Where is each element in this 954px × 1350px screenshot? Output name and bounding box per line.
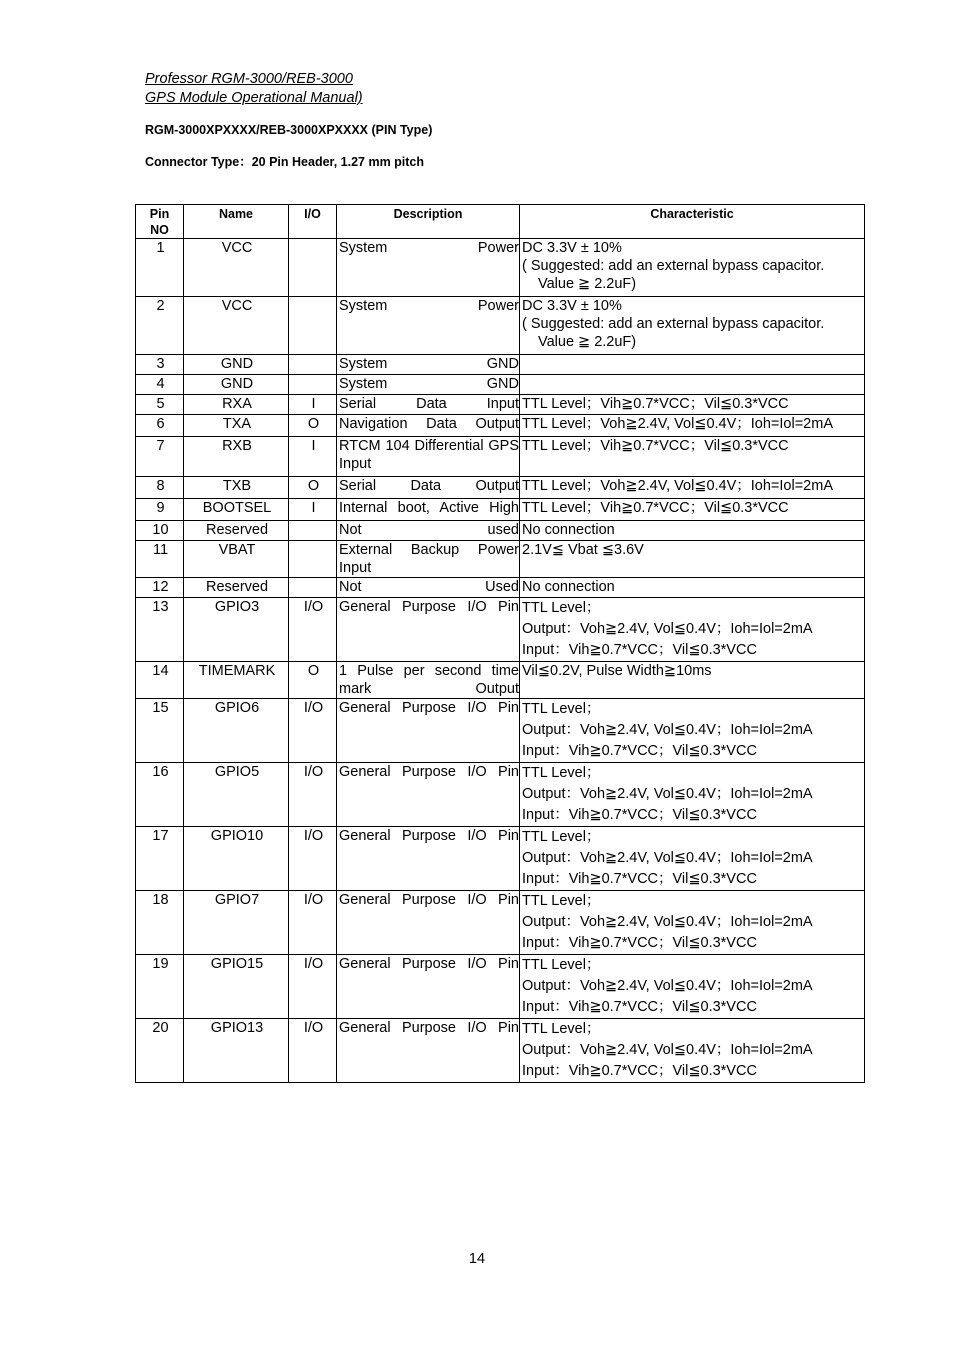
characteristic-cell: [520, 499, 865, 521]
pin-number-cell: 18: [136, 891, 184, 955]
io-cell: I/O: [289, 891, 337, 955]
io-cell: [289, 541, 337, 578]
table-row: [136, 375, 865, 395]
characteristic-line: TTL Level；: [522, 893, 601, 909]
io-cell: I/O: [289, 1019, 337, 1083]
io-cell: [289, 578, 337, 598]
characteristic-line: Input：Vih≧0.7*VCC；Vil≦0.3*VCC: [522, 999, 757, 1015]
characteristic-line: ( Suggested: add an external bypass capacitor.: [522, 316, 825, 332]
characteristic-cell: [520, 662, 865, 699]
io-cell: I/O: [289, 763, 337, 827]
table-row: [136, 1019, 865, 1083]
characteristic-cell: [520, 521, 865, 541]
pin-number-cell: 10: [136, 521, 184, 541]
header-characteristic: Characteristic: [520, 205, 865, 239]
characteristic-cell: [520, 827, 865, 891]
characteristic-cell: [520, 541, 865, 578]
table-row: [136, 239, 865, 297]
characteristic-line: DC 3.3V ± 10%: [522, 298, 622, 314]
characteristic-line: Input：Vih≧0.7*VCC；Vil≦0.3*VCC: [522, 807, 757, 823]
description-cell: Serial Data Input: [337, 395, 520, 415]
table-row: [136, 699, 865, 763]
characteristic-line: Input：Vih≧0.7*VCC；Vil≦0.3*VCC: [522, 1063, 757, 1079]
description-cell: General Purpose I/O Pin: [337, 1019, 520, 1083]
pin-table: [135, 204, 865, 1083]
table-row: [136, 763, 865, 827]
characteristic-line: TTL Level；: [522, 1021, 601, 1037]
pin-number-cell: 16: [136, 763, 184, 827]
characteristic-line: TTL Level；Vih≧0.7*VCC；Vil≦0.3*VCC: [522, 396, 789, 412]
characteristic-cell: [520, 355, 865, 375]
characteristic-line: TTL Level；: [522, 600, 601, 616]
pin-name-cell: BOOTSEL: [184, 499, 289, 521]
characteristic-cell: [520, 955, 865, 1019]
characteristic-cell: [520, 239, 865, 297]
io-cell: I/O: [289, 598, 337, 662]
pin-name-cell: Reserved: [184, 578, 289, 598]
pin-name-cell: GPIO7: [184, 891, 289, 955]
header-pin-line1: Pin: [149, 207, 170, 221]
characteristic-cell: [520, 578, 865, 598]
connector-type-line: Connector Type：20 Pin Header, 1.27 mm pitch: [145, 155, 425, 169]
pin-number-cell: 14: [136, 662, 184, 699]
characteristic-line: TTL Level；: [522, 701, 601, 717]
characteristic-line: Input：Vih≧0.7*VCC；Vil≦0.3*VCC: [522, 935, 757, 951]
table-row: [136, 541, 865, 578]
pin-number-cell: 1: [136, 239, 184, 297]
pin-number-cell: 2: [136, 297, 184, 355]
characteristic-cell: [520, 598, 865, 662]
io-cell: I/O: [289, 955, 337, 1019]
pin-name-cell: VCC: [184, 239, 289, 297]
description-cell: System Power: [337, 297, 520, 355]
io-cell: O: [289, 415, 337, 437]
table-row: [136, 437, 865, 477]
io-cell: [289, 355, 337, 375]
pin-number-cell: 13: [136, 598, 184, 662]
pin-number-cell: 9: [136, 499, 184, 521]
pin-name-cell: Reserved: [184, 521, 289, 541]
description-cell: Internal boot, Active High: [337, 499, 520, 521]
characteristic-line: No connection: [522, 579, 615, 595]
characteristic-line: Output：Voh≧2.4V, Vol≦0.4V；Ioh=Iol=2mA: [522, 978, 813, 994]
table-row: [136, 662, 865, 699]
io-cell: I: [289, 395, 337, 415]
characteristic-line: Value ≧ 2.2uF): [538, 334, 637, 350]
characteristic-cell: [520, 1019, 865, 1083]
table-row: [136, 297, 865, 355]
pin-name-cell: GPIO15: [184, 955, 289, 1019]
characteristic-cell: [520, 437, 865, 477]
pin-name-cell: TXA: [184, 415, 289, 437]
characteristic-line: TTL Level；Voh≧2.4V, Vol≦0.4V；Ioh=Iol=2mA: [522, 416, 833, 432]
pin-number-cell: 8: [136, 477, 184, 499]
pin-name-cell: GPIO3: [184, 598, 289, 662]
pin-name-cell: VCC: [184, 297, 289, 355]
characteristic-line: No connection: [522, 522, 615, 538]
pin-number-cell: 15: [136, 699, 184, 763]
manual-title-line-2: GPS Module Operational Manual): [145, 90, 363, 106]
pin-number-cell: 19: [136, 955, 184, 1019]
pin-name-cell: GPIO5: [184, 763, 289, 827]
table-row: [136, 415, 865, 437]
description-cell: General Purpose I/O Pin: [337, 763, 520, 827]
table-header-row: [136, 205, 865, 239]
pin-number-cell: 6: [136, 415, 184, 437]
characteristic-line: TTL Level；: [522, 829, 601, 845]
description-cell: Not used: [337, 521, 520, 541]
io-cell: [289, 521, 337, 541]
characteristic-line: TTL Level；: [522, 957, 601, 973]
description-cell: Not Used: [337, 578, 520, 598]
description-cell: General Purpose I/O Pin: [337, 827, 520, 891]
table-row: [136, 499, 865, 521]
io-cell: I: [289, 437, 337, 477]
header-pin-no: [136, 205, 184, 239]
pin-name-cell: GPIO13: [184, 1019, 289, 1083]
io-cell: I/O: [289, 699, 337, 763]
characteristic-cell: [520, 297, 865, 355]
description-cell: System GND: [337, 355, 520, 375]
characteristic-line: ( Suggested: add an external bypass capacitor.: [522, 258, 825, 274]
io-cell: I/O: [289, 827, 337, 891]
pin-name-cell: RXA: [184, 395, 289, 415]
header-name: Name: [184, 205, 289, 239]
table-row: [136, 355, 865, 375]
io-cell: O: [289, 477, 337, 499]
pin-name-cell: GPIO10: [184, 827, 289, 891]
table-row: [136, 521, 865, 541]
io-cell: [289, 297, 337, 355]
description-cell: General Purpose I/O Pin: [337, 699, 520, 763]
pin-number-cell: 11: [136, 541, 184, 578]
table-row: [136, 955, 865, 1019]
description-cell: 1 Pulse per second time mark Output: [337, 662, 520, 699]
header-io: I/O: [289, 205, 337, 239]
page-number: 14: [468, 1251, 486, 1267]
pin-name-cell: TIMEMARK: [184, 662, 289, 699]
characteristic-line: Value ≧ 2.2uF): [538, 276, 637, 292]
characteristic-line: Output：Voh≧2.4V, Vol≦0.4V；Ioh=Iol=2mA: [522, 722, 813, 738]
characteristic-line: Input：Vih≧0.7*VCC；Vil≦0.3*VCC: [522, 871, 757, 887]
pin-name-cell: GND: [184, 375, 289, 395]
characteristic-line: Vil≦0.2V, Pulse Width≧10ms: [522, 663, 712, 679]
characteristic-line: 2.1V≦ Vbat ≦3.6V: [522, 542, 644, 558]
header-description: Description: [337, 205, 520, 239]
pin-number-cell: 7: [136, 437, 184, 477]
characteristic-line: TTL Level；Vih≧0.7*VCC；Vil≦0.3*VCC: [522, 438, 789, 454]
table-row: [136, 395, 865, 415]
characteristic-line: Input：Vih≧0.7*VCC；Vil≦0.3*VCC: [522, 743, 757, 759]
characteristic-line: Output：Voh≧2.4V, Vol≦0.4V；Ioh=Iol=2mA: [522, 1042, 813, 1058]
pin-number-cell: 20: [136, 1019, 184, 1083]
io-cell: O: [289, 662, 337, 699]
table-row: [136, 477, 865, 499]
description-cell: External Backup Power Input: [337, 541, 520, 578]
io-cell: [289, 239, 337, 297]
description-cell: Serial Data Output: [337, 477, 520, 499]
description-cell: System Power: [337, 239, 520, 297]
pin-number-cell: 5: [136, 395, 184, 415]
description-cell: General Purpose I/O Pin: [337, 955, 520, 1019]
characteristic-cell: [520, 763, 865, 827]
pin-name-cell: TXB: [184, 477, 289, 499]
table-row: [136, 598, 865, 662]
pin-number-cell: 4: [136, 375, 184, 395]
manual-title-line-1: Professor RGM-3000/REB-3000: [145, 71, 353, 87]
description-cell: Navigation Data Output: [337, 415, 520, 437]
table-row: [136, 891, 865, 955]
characteristic-line: Output：Voh≧2.4V, Vol≦0.4V；Ioh=Iol=2mA: [522, 621, 813, 637]
pin-name-cell: GND: [184, 355, 289, 375]
characteristic-line: TTL Level；Voh≧2.4V, Vol≦0.4V；Ioh=Iol=2mA: [522, 478, 833, 494]
io-cell: I: [289, 499, 337, 521]
pin-number-cell: 3: [136, 355, 184, 375]
pin-number-cell: 17: [136, 827, 184, 891]
io-cell: [289, 375, 337, 395]
characteristic-line: Input：Vih≧0.7*VCC；Vil≦0.3*VCC: [522, 642, 757, 658]
characteristic-cell: [520, 891, 865, 955]
pin-name-cell: VBAT: [184, 541, 289, 578]
pin-number-cell: 12: [136, 578, 184, 598]
characteristic-line: Output：Voh≧2.4V, Vol≦0.4V；Ioh=Iol=2mA: [522, 914, 813, 930]
characteristic-cell: [520, 699, 865, 763]
characteristic-cell: [520, 375, 865, 395]
characteristic-cell: [520, 477, 865, 499]
table-row: [136, 827, 865, 891]
characteristic-line: TTL Level；Vih≧0.7*VCC；Vil≦0.3*VCC: [522, 500, 789, 516]
description-cell: General Purpose I/O Pin: [337, 891, 520, 955]
characteristic-line: DC 3.3V ± 10%: [522, 240, 622, 256]
model-heading: RGM-3000XPXXXX/REB-3000XPXXXX (PIN Type): [145, 123, 433, 137]
description-cell: System GND: [337, 375, 520, 395]
table-row: [136, 578, 865, 598]
pin-name-cell: GPIO6: [184, 699, 289, 763]
characteristic-line: Output：Voh≧2.4V, Vol≦0.4V；Ioh=Iol=2mA: [522, 850, 813, 866]
characteristic-line: TTL Level；: [522, 765, 601, 781]
characteristic-line: Output：Voh≧2.4V, Vol≦0.4V；Ioh=Iol=2mA: [522, 786, 813, 802]
characteristic-cell: [520, 395, 865, 415]
header-pin-line2: NO: [150, 223, 169, 237]
description-cell: General Purpose I/O Pin: [337, 598, 520, 662]
pin-name-cell: RXB: [184, 437, 289, 477]
description-cell: RTCM 104 Differential GPS Input: [337, 437, 520, 477]
characteristic-cell: [520, 415, 865, 437]
